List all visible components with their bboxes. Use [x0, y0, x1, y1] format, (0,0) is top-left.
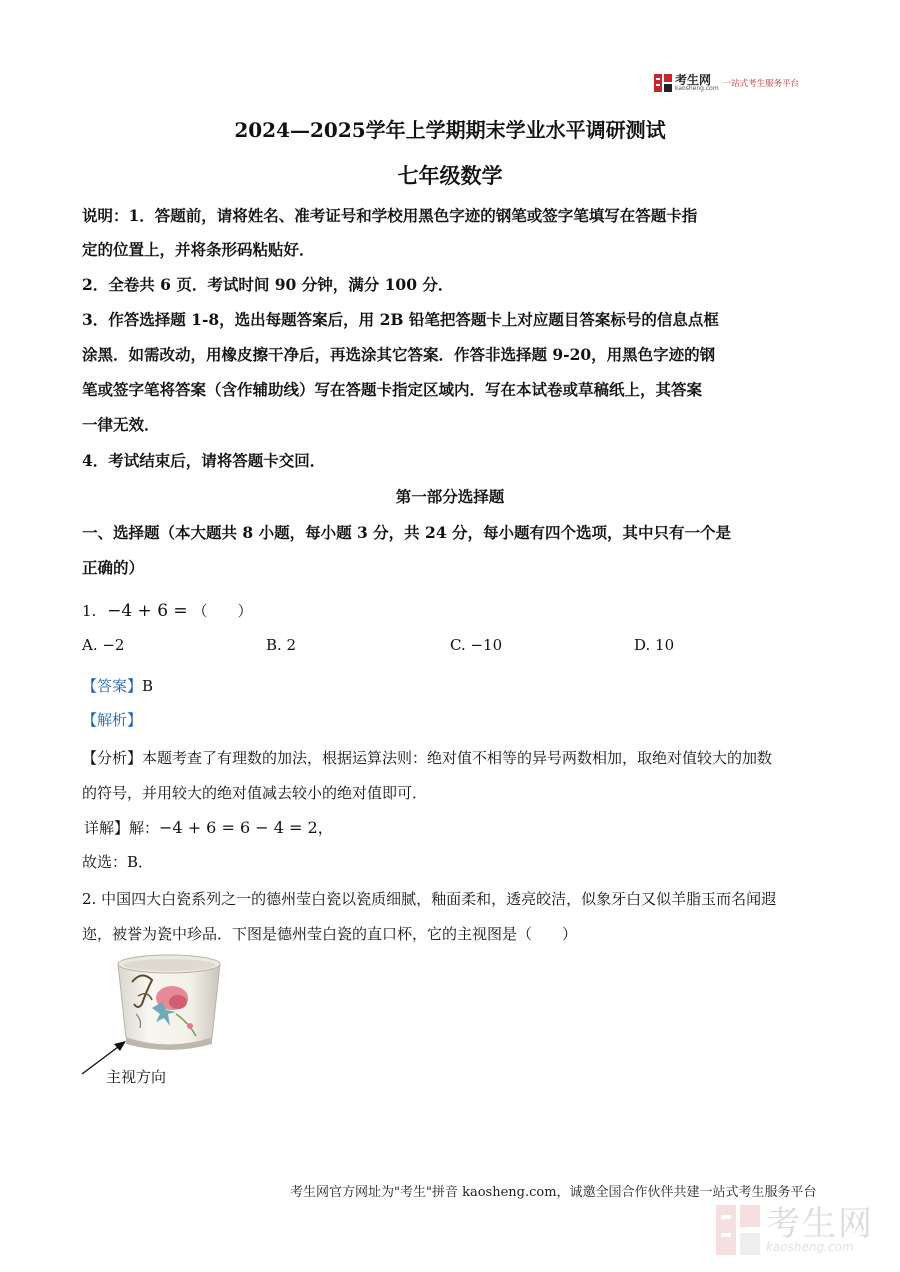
answer-line — [82, 672, 153, 700]
detail-label: 详解】解： — [84, 819, 160, 837]
logo-domain: kaosheng.com — [675, 85, 719, 92]
document-title: 2024—2025学年上学期期末学业水平调研测试 — [234, 118, 666, 142]
document-subtitle: 七年级数学 — [397, 163, 503, 188]
question-1-blank: （ ） — [192, 602, 253, 620]
instruction-1-line-1: 说明：1．答题前，请将姓名、准考证号和学校用黑色字迹的钢笔或签字笔填写在答题卡指 — [82, 206, 698, 225]
watermark-name: 考生网 — [766, 1204, 874, 1244]
choice-line: 故选：B． — [82, 853, 154, 871]
instruction-3-line-4: 一律无效． — [82, 415, 160, 434]
section-heading-line-1: 一、选择题（本大题共 8 小题，每小题 3 分，共 24 分，每小题有四个选项，其中只有一个是 — [82, 523, 732, 542]
watermark-logo-icon — [716, 1205, 760, 1255]
view-direction-caption: 主视方向 — [106, 1068, 167, 1086]
section-heading-line-2: 正确的） — [82, 558, 145, 577]
option-c: C. −10 — [450, 636, 503, 654]
detail-line — [82, 813, 334, 843]
question-1-number: 1. — [82, 602, 97, 620]
brand-logo — [654, 72, 824, 94]
analysis-label: 【解析】 — [82, 711, 143, 729]
instruction-4: 4．考试结束后，请将答题卡交回． — [82, 451, 326, 470]
logo-icon — [654, 74, 672, 92]
analysis-line-2: 的符号，并用较大的绝对值减去较小的绝对值即可． — [82, 784, 428, 802]
watermark-domain: kaosheng.com — [766, 1240, 854, 1254]
logo-slogan: 一站式考生服务平台 — [722, 79, 800, 89]
instruction-3-line-3: 笔或签字笔将答案（含作辅助线）写在答题卡指定区域内．写在本试卷或草稿纸上，其答案 — [82, 380, 703, 399]
instruction-2: 2．全卷共 6 页．考试时间 90 分钟，满分 100 分． — [82, 275, 454, 294]
question-2-line-2: 迩，被誉为瓷中珍品．下图是德州莹白瓷的直口杯，它的主视图是（ ） — [82, 925, 578, 943]
question-1 — [82, 596, 252, 626]
question-1-options — [82, 636, 820, 664]
footer-text: 考生网官方网址为"考生"拼音 kaosheng.com，诚邀全国合作伙伴共建一站式考生服务平台 — [290, 1185, 817, 1200]
instruction-1-line-2: 定的位置上，并将条形码粘贴好． — [82, 240, 315, 259]
instruction-3-line-1: 3．作答选择题 1-8，选出每题答案后，用 2B 铅笔把答题卡上对应题目答案标号的信息点框 — [82, 310, 719, 329]
option-a: A. −2 — [82, 636, 125, 654]
question-1-expression: −4 + 6 = — [107, 601, 188, 621]
answer-value: B — [142, 677, 154, 695]
instruction-3-line-2: 涂黑．如需改动，用橡皮擦干净后，再选涂其它答案．作答非选择题 9-20，用黑色字迹的钢 — [82, 345, 716, 364]
part-title: 第一部分选择题 — [395, 487, 505, 506]
logo-name: 考生网 — [675, 73, 712, 87]
option-d: D. 10 — [634, 636, 675, 654]
analysis-line-1: 【分析】本题考查了有理数的加法，根据运算法则：绝对值不相等的异号两数相加，取绝对值较大的加数 — [82, 749, 773, 767]
question-2-line-1: 2. 中国四大白瓷系列之一的德州莹白瓷以瓷质细腻，釉面柔和，透亮皎洁，似象牙白又似羊脂玉而名闻遐 — [82, 890, 777, 908]
answer-label: 【答案】 — [82, 677, 143, 695]
cup-image — [112, 952, 226, 1056]
option-b: B. 2 — [266, 636, 297, 654]
watermark — [716, 1200, 886, 1260]
detail-expression: −4 + 6 = 6 − 4 = 2， — [159, 818, 334, 837]
